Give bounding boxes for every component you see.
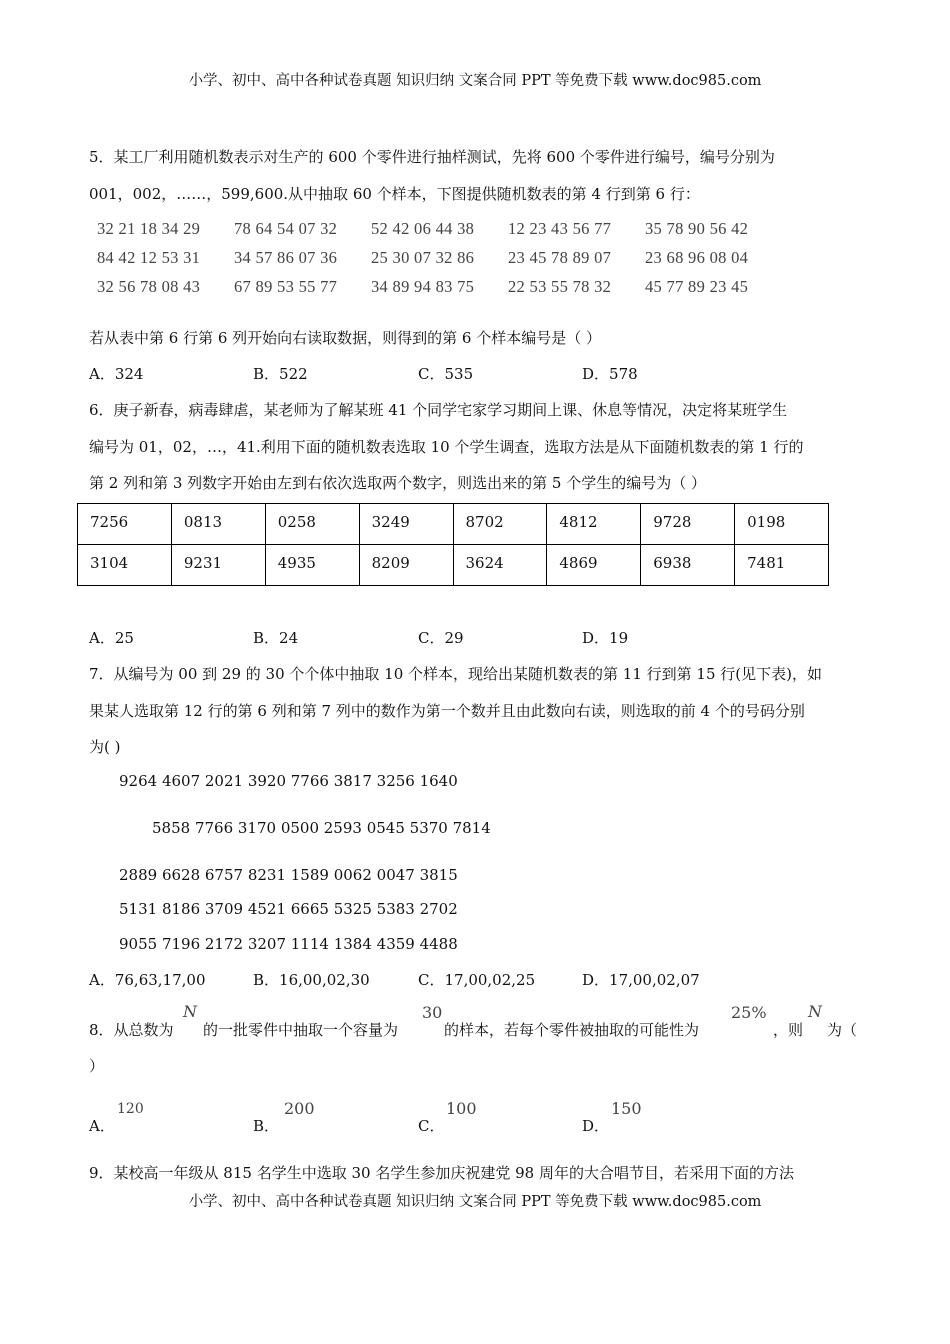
q7-option-b: B．16,00,02,30 (253, 971, 370, 989)
table-cell: 7481 (735, 545, 829, 586)
table-cell: 7256 (78, 504, 172, 545)
q5-r3-g4: 22 53 55 78 32 (508, 277, 612, 296)
q5-stem-line1: 5．某工厂利用随机数表示对生产的 600 个零件进行抽样测试，先将 600 个零件进行编号，编号分别为 (89, 148, 775, 166)
q7-row-13: 2889 6628 6757 8231 1589 0062 0047 3815 (119, 866, 458, 884)
page-header: 小学、初中、高中各种试卷真题 知识归纳 文案合同 PPT 等免费下载 www.doc985.com (188, 73, 762, 89)
q5-r1-g1: 32 21 18 34 29 (97, 219, 201, 238)
table-cell: 0813 (171, 504, 265, 545)
q5-r3-g2: 67 89 53 55 77 (234, 277, 338, 296)
q7-row-15: 9055 7196 2172 3207 1114 1384 4359 4488 (119, 935, 458, 953)
q7-row-14: 5131 8186 3709 4521 6665 5325 5383 2702 (119, 900, 458, 918)
table-cell: 0258 (265, 504, 359, 545)
q8-sample-size: 30 (422, 1003, 443, 1022)
q5-r2-g3: 25 30 07 32 86 (371, 248, 475, 267)
q7-row-12: 5858 7766 3170 0500 2593 0545 5370 7814 (152, 819, 491, 837)
q8-option-d-value: 150 (611, 1099, 642, 1118)
q5-option-c: C．535 (418, 365, 474, 383)
q8-option-a-letter: A． (89, 1117, 115, 1135)
q8-text-3: 的样本，若每个零件被抽取的可能性为 (444, 1021, 700, 1039)
q7-option-c: C．17,00,02,25 (418, 971, 536, 989)
q5-r3-g3: 34 89 94 83 75 (371, 277, 475, 296)
q5-r3-g1: 32 56 78 08 43 (97, 277, 201, 296)
q8-option-b-letter: B． (253, 1117, 280, 1135)
table-cell: 6938 (641, 545, 735, 586)
q5-option-d: D．578 (582, 365, 638, 383)
q8-text-1: 8．从总数为 (89, 1021, 174, 1039)
q6-option-c: C．29 (418, 629, 464, 647)
q6-option-a: A．25 (89, 629, 134, 647)
q7-option-a: A．76,63,17,00 (89, 971, 206, 989)
q7-stem-line1: 7．从编号为 00 到 29 的 30 个个体中抽取 10 个样本，现给出某随机数表的第 11 行到第 15 行(见下表)，如 (89, 665, 822, 683)
table-cell: 9231 (171, 545, 265, 586)
q5-stem-line2: 001，002，……，599,600.从中抽取 60 个样本，下图提供随机数表的第 4 行到第 6 行： (89, 185, 700, 203)
table-row (78, 545, 829, 586)
q7-stem-line2: 果某人选取第 12 行的第 6 列和第 7 列中的数作为第一个数并且由此数向右读，则选取的前 4 个的号码分别 (89, 702, 805, 720)
q7-stem-line3: 为( ) (89, 738, 121, 756)
q8-option-a-value: 120 (117, 1101, 144, 1117)
q5-question: 若从表中第 6 行第 6 列开始向右读取数据，则得到的第 6 个样本编号是（ ） (89, 329, 602, 347)
q6-stem-line2: 编号为 01，02，…，41.利用下面的随机数表选取 10 个学生调查，选取方法是从下面随机数表的第 1 行的 (89, 438, 804, 456)
q8-text-4: ，则 (773, 1021, 804, 1039)
table-row (78, 504, 829, 545)
table-cell: 8209 (359, 545, 453, 586)
q5-r2-g4: 23 45 78 89 07 (508, 248, 612, 267)
q5-option-a: A．324 (89, 365, 144, 383)
table-cell: 3624 (453, 545, 547, 586)
q6-stem-line1: 6．庚子新春，病毒肆虐，某老师为了解某班 41 个同学宅家学习期间上课、休息等情况，决定将某班学生 (89, 401, 788, 419)
q6-option-d: D．19 (582, 629, 629, 647)
table-cell: 9728 (641, 504, 735, 545)
q6-random-table (77, 503, 829, 586)
q8-probability: 25% (731, 1003, 767, 1022)
page-footer: 小学、初中、高中各种试卷真题 知识归纳 文案合同 PPT 等免费下载 www.doc985.com (188, 1194, 762, 1210)
q5-r2-g2: 34 57 86 07 36 (234, 248, 338, 267)
table-cell: 3249 (359, 504, 453, 545)
table-cell: 4935 (265, 545, 359, 586)
table-cell: 0198 (735, 504, 829, 545)
table-cell: 3104 (78, 545, 172, 586)
q8-option-b-value: 200 (284, 1099, 315, 1118)
q8-var-n: N (183, 1002, 197, 1021)
q6-option-b: B．24 (253, 629, 299, 647)
q8-text-6: ） (89, 1057, 105, 1075)
q5-r2-g5: 23 68 96 08 04 (645, 248, 749, 267)
q5-r1-g5: 35 78 90 56 42 (645, 219, 749, 238)
q7-option-d: D．17,00,02,07 (582, 971, 700, 989)
q5-option-b: B．522 (253, 365, 308, 383)
q8-option-c-letter: C． (418, 1117, 445, 1135)
q5-r2-g1: 84 42 12 53 31 (97, 248, 201, 267)
table-cell: 4869 (547, 545, 641, 586)
q5-r1-g3: 52 42 06 44 38 (371, 219, 475, 238)
q8-text-2: 的一批零件中抽取一个容量为 (203, 1021, 399, 1039)
table-cell: 8702 (453, 504, 547, 545)
q8-option-c-value: 100 (446, 1099, 477, 1118)
q9-stem-line1: 9．某校高一年级从 815 名学生中选取 30 名学生参加庆祝建党 98 周年的大合唱节目，若采用下面的方法 (89, 1164, 794, 1182)
q5-r3-g5: 45 77 89 23 45 (645, 277, 749, 296)
q6-stem-line3: 第 2 列和第 3 列数字开始由左到右依次选取两个数字，则选出来的第 5 个学生的编号为（ ） (89, 474, 707, 492)
q8-text-5: 为（ (827, 1021, 858, 1039)
q7-row-11: 9264 4607 2021 3920 7766 3817 3256 1640 (119, 772, 458, 790)
q5-r1-g4: 12 23 43 56 77 (508, 219, 612, 238)
table-cell: 4812 (547, 504, 641, 545)
q8-option-d-letter: D． (582, 1117, 610, 1135)
q5-r1-g2: 78 64 54 07 32 (234, 219, 338, 238)
q8-var-n2: N (808, 1002, 822, 1021)
